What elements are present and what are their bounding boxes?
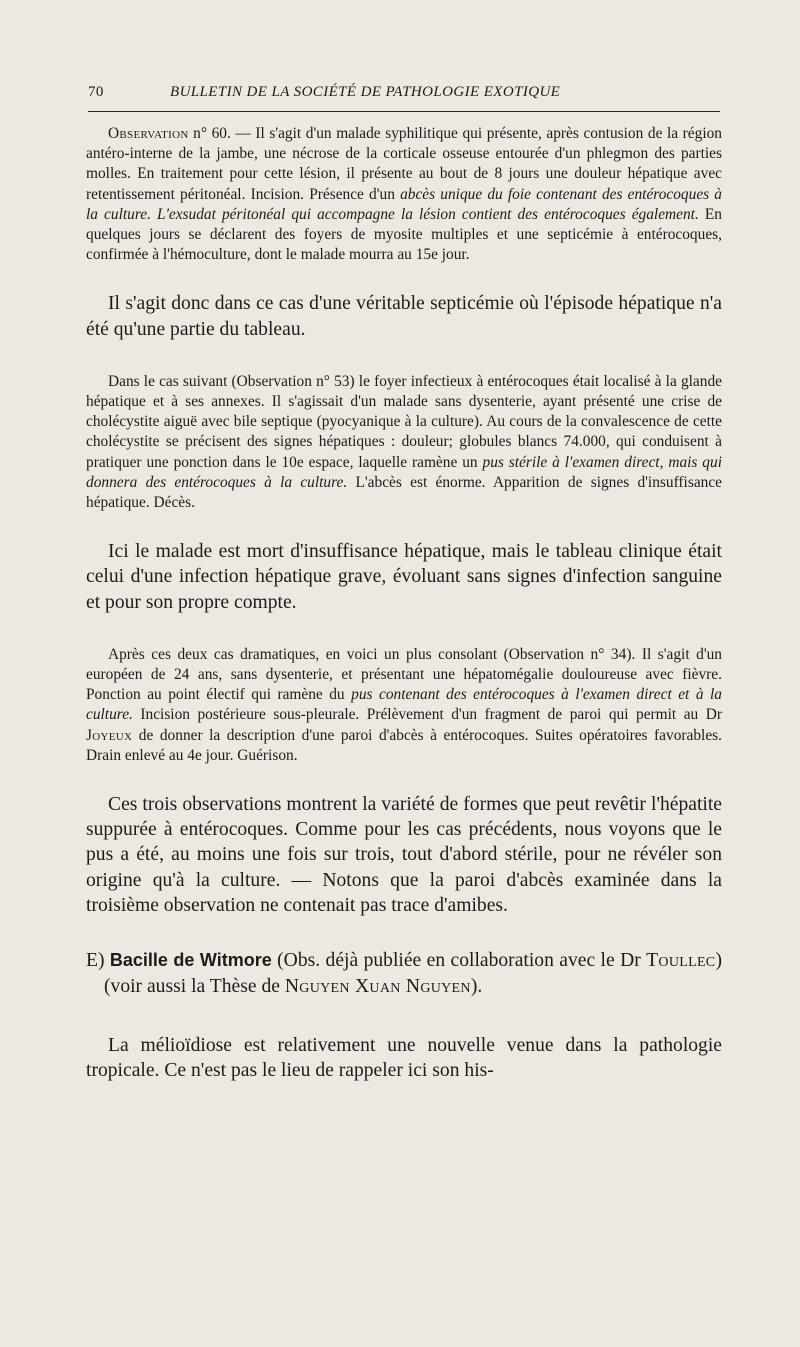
- author-name: Nguyen Xuan Nguyen: [284, 975, 471, 997]
- page-number: 70: [88, 84, 104, 100]
- observation-lead: Observation: [108, 125, 189, 142]
- author-name: Toullec: [646, 950, 716, 972]
- running-title: BULLETIN DE LA SOCIÉTÉ DE PATHOLOGIE EXOTIQUE: [170, 84, 561, 100]
- author-name: Joyeux: [86, 726, 133, 744]
- melioidosis-paragraph: La mélioïdiose est relativement une nouvelle venue dans la pathologie tropicale. Ce n'est pas le lieu de rappeler ici son his-: [86, 1035, 722, 1082]
- observation-60-paragraph: Observation n° 60. — Il s'agit d'un malade syphilitique qui présente, après contusion de la région antéro-interne de la jambe, une nécrose de la corticale osseuse entourée d'un phlegmon des parties molles. En traitement pour cette lésion, il présente au bout de 8 jours une douleur hépatique avec retentissement péritonéal. Incision. Présence d'un abcès unique du foie contenant des entérocoques à la culture. L'exsudat péritonéal qui accompagne la lésion contient des entérocoques également. En quelques jours se déclarent des foyers de myosite multiples et une septicémie à entérocoques, confirmée à l'hémoculture, dont le malade mourra au 15e jour.: [86, 125, 722, 264]
- italic-emphasis: pus contenant des entérocoques à l'examen direct et à la culture.: [86, 686, 722, 724]
- body-text: [86, 124, 722, 1114]
- italic-emphasis: pus stérile à l'examen direct, mais qui donnera des entérocoques à la culture.: [86, 453, 722, 491]
- section-heading-witmore: E) Bacille de Witmore (Obs. déjà publiée en collaboration avec le Dr Toullec) (voir aussi la Thèse de Nguyen Xuan Nguyen).: [86, 950, 722, 997]
- commentary-paragraph-2: Ici le malade est mort d'insuffisance hépatique, mais le tableau clinique était celui d'une infection hépatique grave, évoluant sans signes d'infection sanguine et pour son propre compte.: [86, 541, 722, 613]
- italic-emphasis: abcès unique du foie contenant des entérocoques à la culture. L'exsudat péritonéal qui accompagne la lésion contient des entérocoques également.: [86, 185, 722, 223]
- header-rule: [88, 111, 720, 112]
- observation-34-paragraph: Après ces deux cas dramatiques, en voici un plus consolant (Observation n° 34). Il s'agit d'un européen de 24 ans, sans dysenterie, et présentant une hépatomégalie douloureuse avec fièvre. Ponction au point électif qui ramène du pus contenant des entérocoques à l'examen direct et à la culture. Incision postérieure sous-pleurale. Prélèvement d'un fragment de paroi qui permit au Dr Joyeux de donner la description d'une paroi d'abcès à entérocoques. Suites opératoires favorables. Drain enlevé au 4e jour. Guérison.: [86, 645, 722, 764]
- running-header: [88, 84, 720, 101]
- section-title: Bacille de Witmore: [109, 950, 272, 971]
- summary-paragraph: Ces trois observations montrent la variété de formes que peut revêtir l'hépatite suppurée à entérocoques. Comme pour les cas précédents, nous voyons que le pus a été, au moins une fois sur trois, tout d'abord stérile, pour ne révéler son origine qu'à la culture. — Notons que la paroi d'abcès examinée dans la troisième observation ne contenait pas trace d'amibes.: [86, 794, 722, 916]
- commentary-paragraph-1: Il s'agit donc dans ce cas d'une véritable septicémie où l'épisode hépatique n'a été qu'une partie du tableau.: [86, 293, 722, 340]
- observation-53-paragraph: Dans le cas suivant (Observation n° 53) le foyer infectieux à entérocoques était localisé à la glande hépatique et à ses annexes. Il s'agissait d'un malade sans dysenterie, ayant présenté une crise de cholécystite aiguë avec bile septique (pyocyanique à la culture). Au cours de la convalescence de cette cholécystite se précisent des signes hépatiques : douleur; globules blancs 74.000, qui conduisent à pratiquer une ponction dans le 10e espace, laquelle ramène un pus stérile à l'examen direct, mais qui donnera des entérocoques à la culture. L'abcès est énorme. Apparition de signes d'insuffisance hépatique. Décès.: [86, 372, 723, 512]
